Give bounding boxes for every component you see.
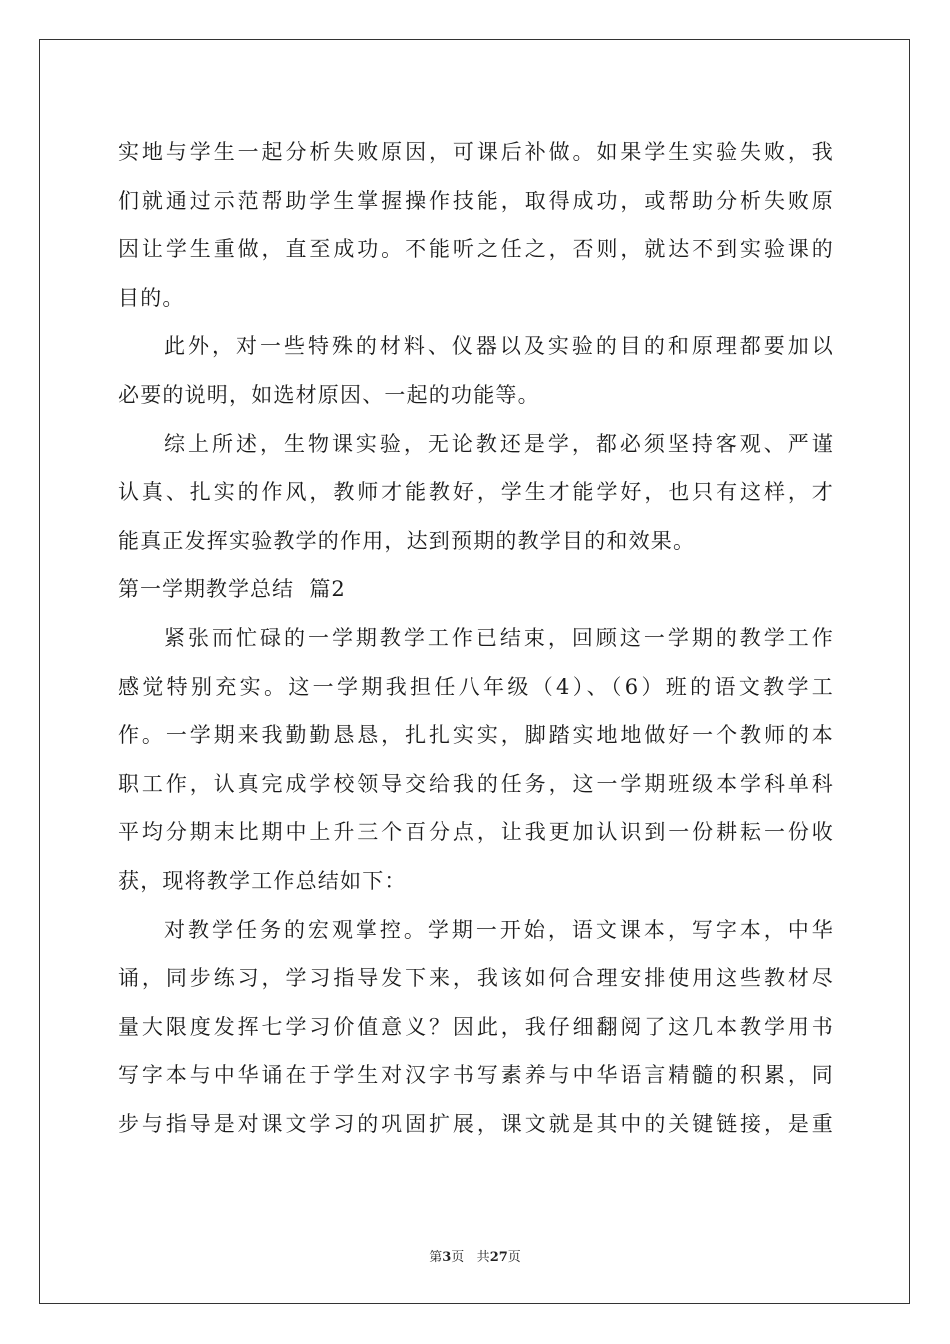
- page-footer: [0, 1246, 950, 1265]
- text-line: 们就通过示范帮助学生掌握操作技能，取得成功，或帮助分析失败原: [118, 188, 834, 213]
- text-line: 步与指导是对课文学习的巩固扩展，课文就是其中的关键链接，是重: [118, 1111, 834, 1136]
- section-heading: 第一学期教学总结 篇2: [118, 577, 346, 602]
- page-number: 3: [442, 1250, 452, 1265]
- text-line: 感觉特别充实。这一学期我担任八年级（4）、（6）班的语文教学工: [118, 674, 834, 699]
- text-line: 实地与学生一起分析失败原因，可课后补做。如果学生实验失败，我: [118, 140, 834, 164]
- total-prefix: 共: [476, 1250, 490, 1265]
- text-line: 目的。: [118, 285, 185, 310]
- text-line: 必要的说明，如选材原因、一起的功能等。: [118, 382, 540, 407]
- text-line: 因让学生重做，直至成功。不能听之任之，否则，就达不到实验课的: [118, 237, 834, 262]
- paragraph-2: [118, 322, 834, 419]
- text-line: 平均分期末比期中上升三个百分点，让我更加认识到一份耕耘一份收: [118, 820, 834, 845]
- text-line: 写字本与中华诵在于学生对汉字书写素养与中华语言精髓的积累，同: [118, 1063, 834, 1088]
- text-line: 诵，同步练习，学习指导发下来，我该如何合理安排使用这些教材尽: [118, 966, 834, 991]
- text-line: 紧张而忙碌的一学期教学工作已结束，回顾这一学期的教学工作: [164, 625, 834, 650]
- text-line: 综上所述，生物课实验，无论教还是学，都必须坚持客观、严谨: [164, 431, 834, 456]
- text-line: 能真正发挥实验教学的作用，达到预期的教学目的和效果。: [118, 528, 696, 553]
- text-line: 此外，对一些特殊的材料、仪器以及实验的目的和原理都要加以: [164, 334, 834, 359]
- text-line: 量大限度发挥七学习价值意义？因此，我仔细翻阅了这几本教学用书: [118, 1014, 834, 1039]
- text-line: 职工作，认真完成学校领导交给我的任务，这一学期班级本学科单科: [118, 771, 834, 796]
- paragraph-4: [118, 614, 834, 906]
- text-line: 获，现将教学工作总结如下：: [118, 868, 407, 893]
- paragraph-5: [118, 906, 834, 1149]
- total-suffix: 页: [507, 1250, 521, 1265]
- page-suffix: 页: [451, 1250, 465, 1265]
- document-body: [118, 128, 834, 1148]
- text-line: 作。一学期来我勤勤恳恳，扎扎实实，脚踏实地地做好一个教师的本: [118, 723, 834, 748]
- paragraph-1: [118, 128, 834, 322]
- text-line: 认真、扎实的作风，教师才能教好，学生才能学好，也只有这样，才: [118, 480, 834, 505]
- paragraph-3: [118, 420, 834, 566]
- text-line: 对教学任务的宏观掌控。学期一开始，语文课本，写字本，中华: [164, 917, 834, 942]
- page-prefix: 第: [429, 1250, 443, 1265]
- total-pages: 27: [489, 1250, 508, 1265]
